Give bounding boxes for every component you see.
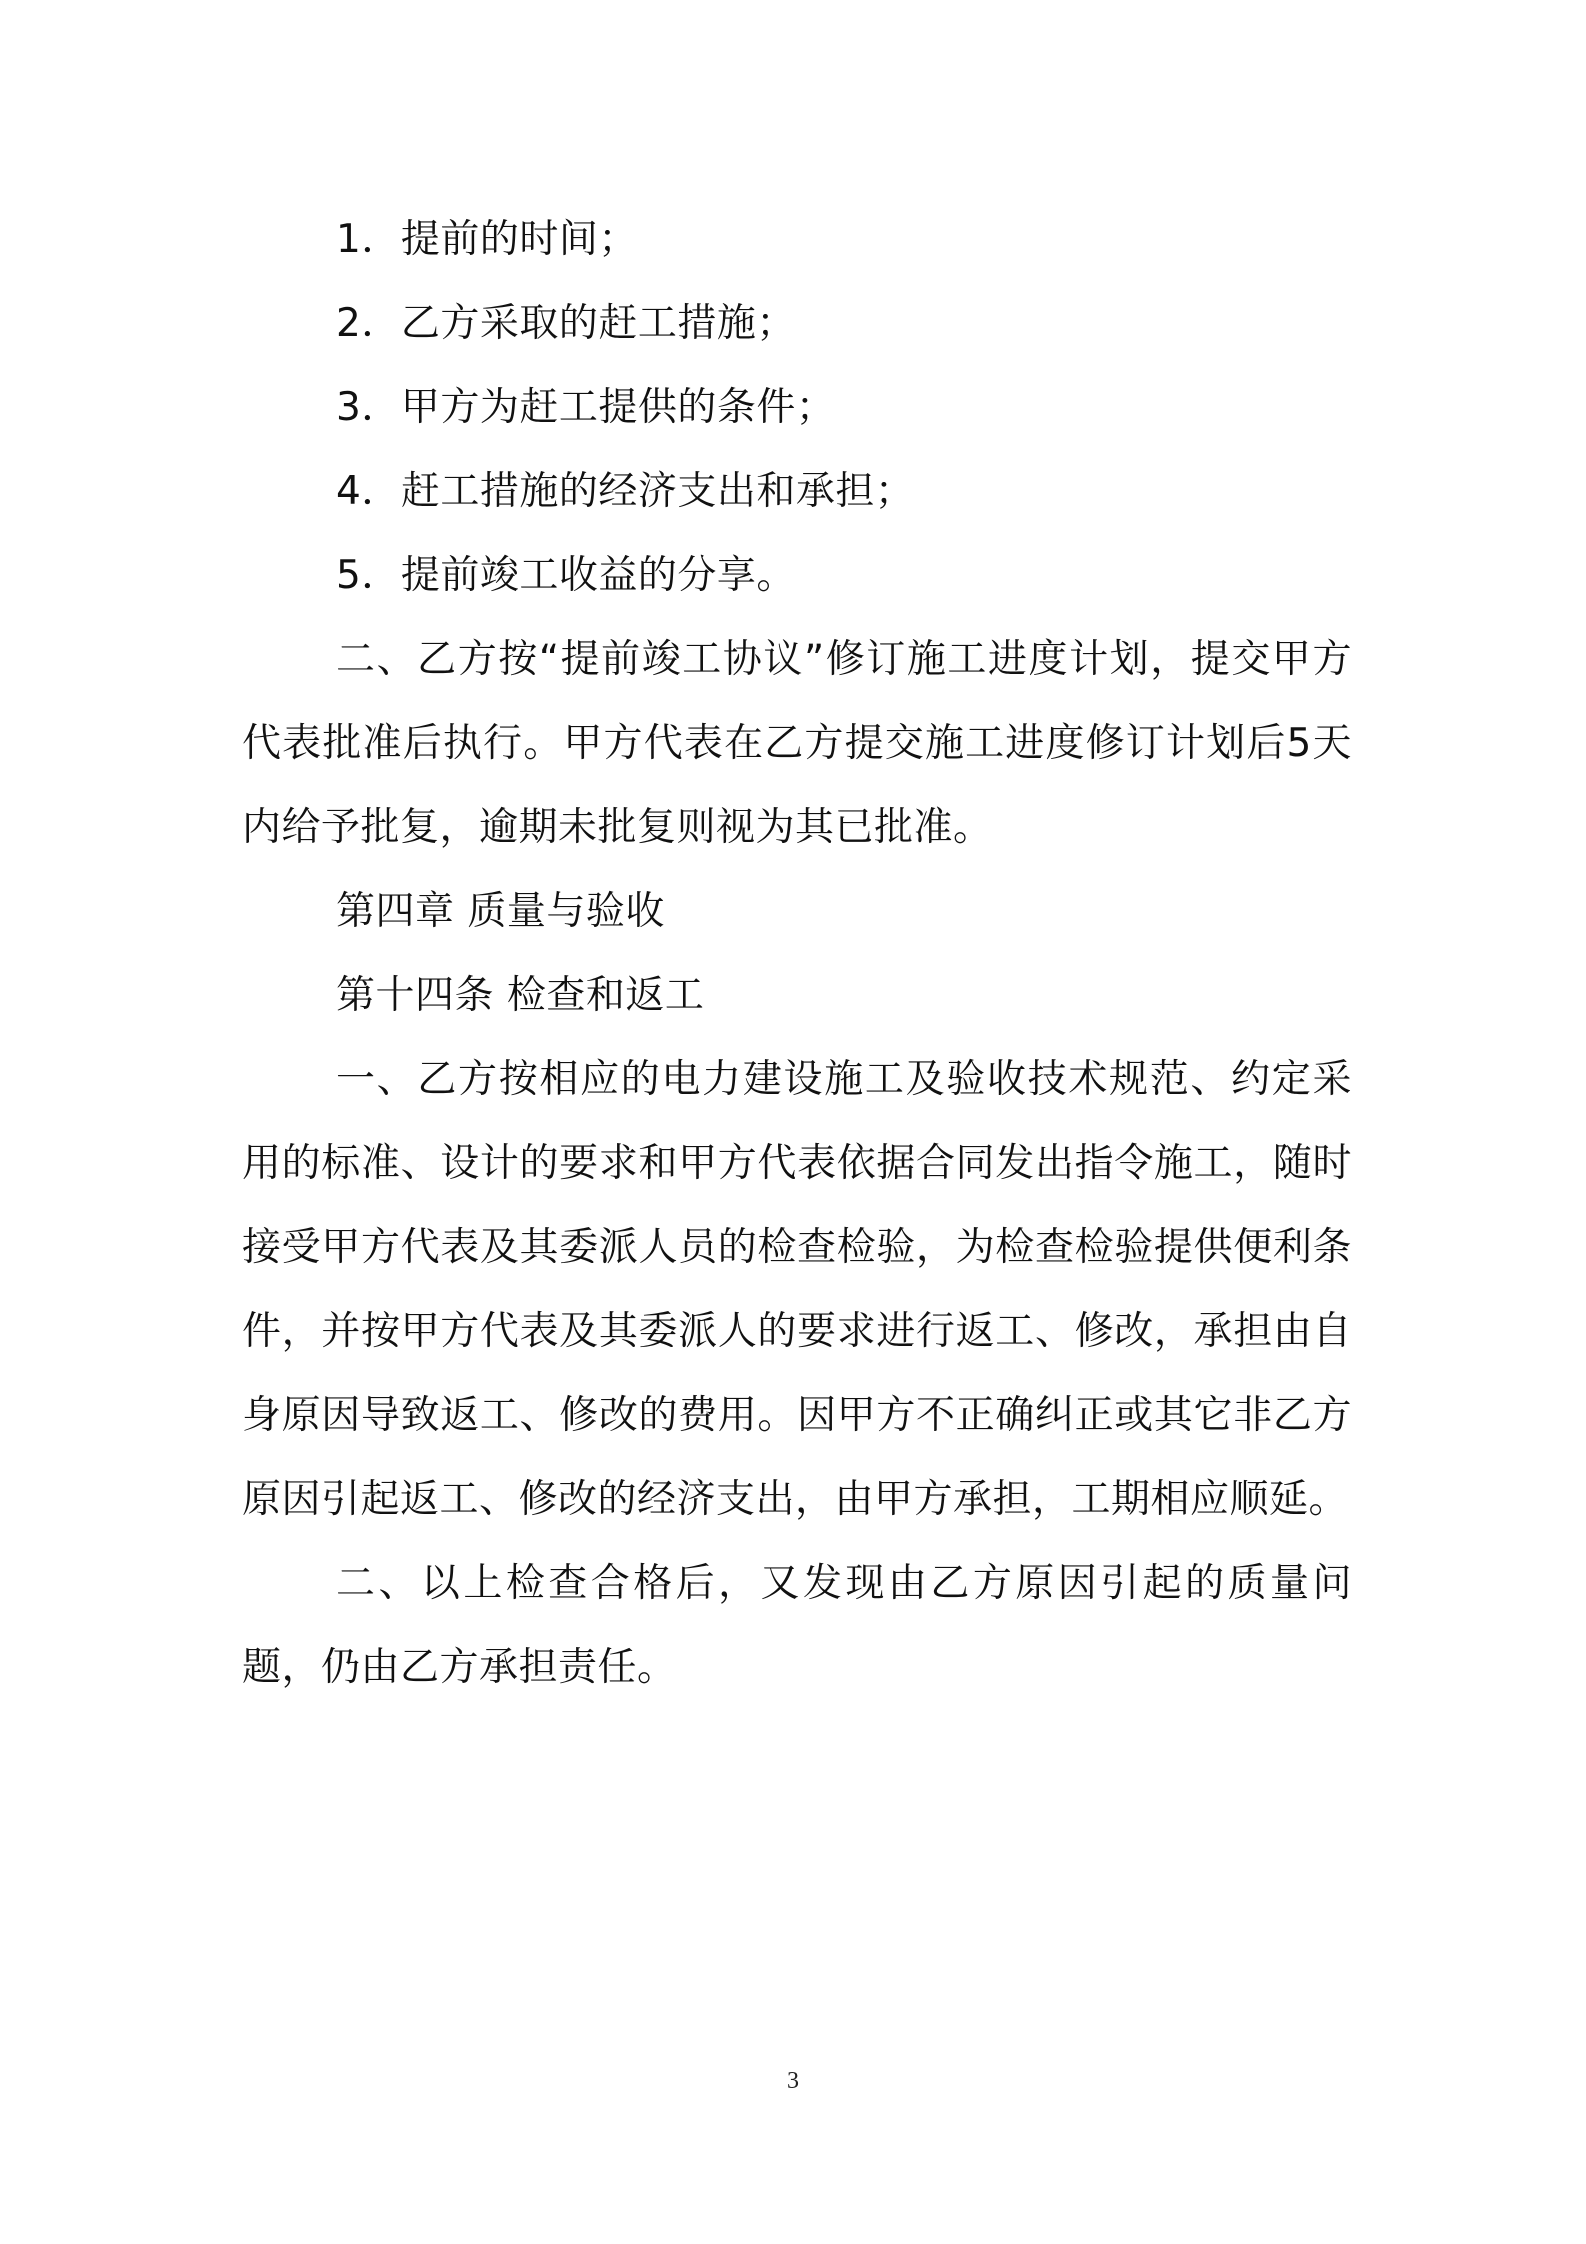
list-item: 1．提前的时间； bbox=[336, 217, 638, 262]
paragraph-inspection: 一、乙方按相应的电力建设施工及验收技术规范、约定采用的标准、设计的要求和甲方代表依据合同发出指令施工，随时接受甲方代表及其委派人员的检查检验，为检查检验提供便利条件，并按甲方代表及其委派人的要求进行返工、修改，承担由自身原因导致返工、修改的费用。因甲方不正确纠正或其它非乙方原因引起返工、修改的经济支出，由甲方承担，工期相应顺延。 bbox=[242, 1057, 1352, 1522]
list-item: 3．甲方为赶工提供的条件； bbox=[336, 385, 836, 430]
paragraph-responsibility: 二、以上检查合格后，又发现由乙方原因引起的质量问题，仍由乙方承担责任。 bbox=[242, 1561, 1352, 1690]
list-item: 4．赶工措施的经济支出和承担； bbox=[336, 469, 915, 514]
article-heading: 第十四条 检查和返工 bbox=[336, 973, 705, 1018]
paragraph-schedule-revision: 二、乙方按“提前竣工协议”修订施工进度计划，提交甲方代表批准后执行。甲方代表在乙方提交施工进度修订计划后5天内给予批复，逾期未批复则视为其已批准。 bbox=[242, 637, 1352, 850]
list-item: 2．乙方采取的赶工措施； bbox=[336, 301, 796, 346]
document-body bbox=[242, 198, 1352, 1710]
page-number: 3 bbox=[787, 2068, 799, 2094]
list-item: 5．提前竣工收益的分享。 bbox=[336, 553, 796, 598]
chapter-heading: 第四章 质量与验收 bbox=[336, 889, 665, 934]
